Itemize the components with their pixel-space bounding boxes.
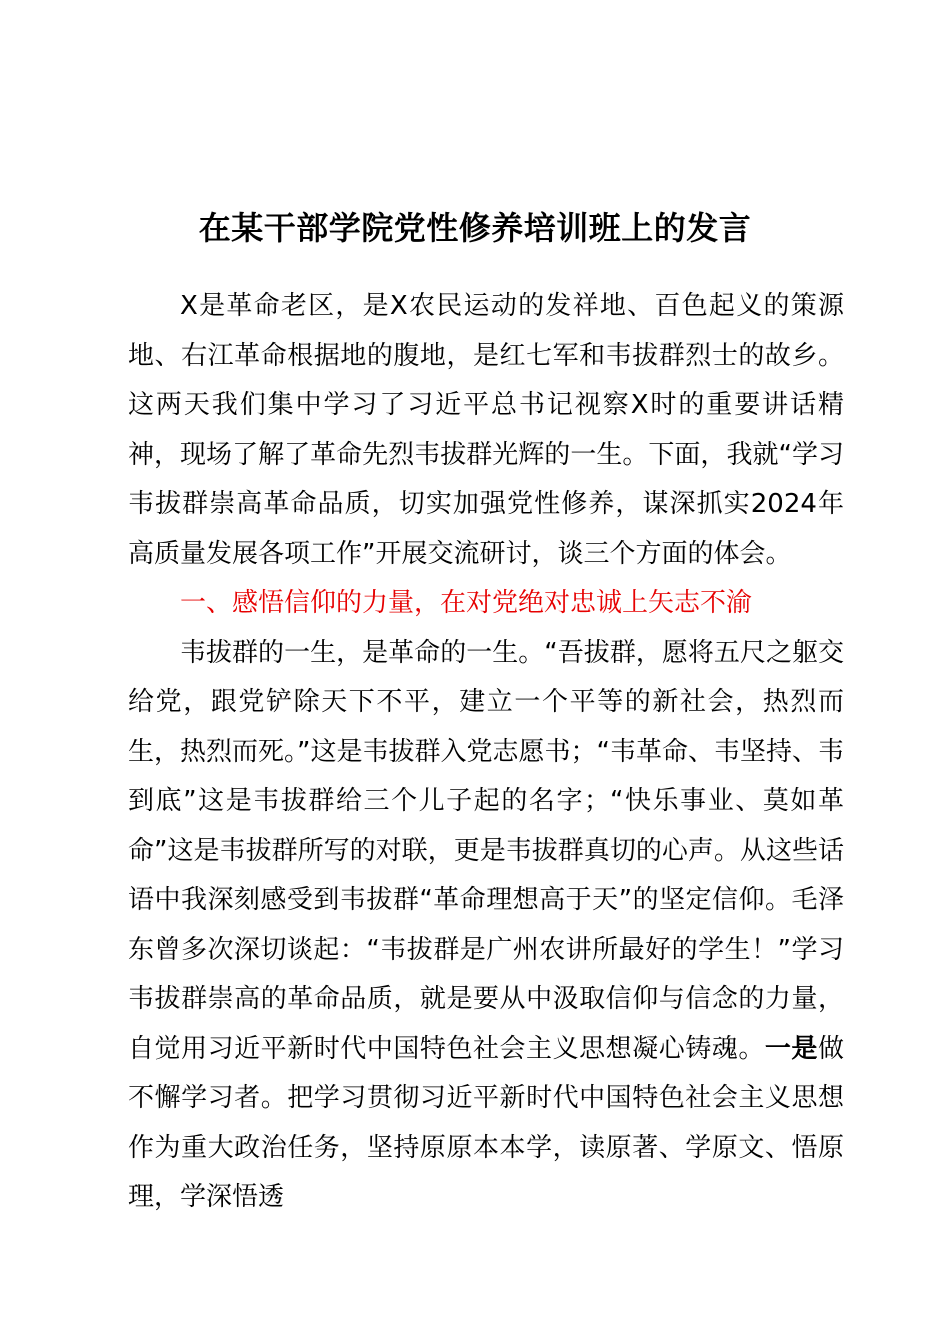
intro-paragraph: X是革命老区，是X农民运动的发祥地、百色起义的策源地、右江革命根据地的腹地，是红七军和韦拔群烈士的故乡。这两天我们集中学习了习近平总书记视察X时的重要讲话精神，现场了解了革命先烈韦拔群光辉的一生。下面，我就“学习韦拔群崇高革命品质，切实加强党性修养，谋深抓实2024年高质量发展各项工作”开展交流研讨，谈三个方面的体会。 [128, 291, 844, 569]
document-body [128, 282, 844, 1223]
document-title: 在某干部学院党性修养培训班上的发言 [198, 209, 752, 247]
section-heading-1: 一、感悟信仰的力量，在对党绝对忠诚上矢志不渝 [180, 588, 753, 618]
section-text-part-a: 韦拔群的一生，是革命的一生。“吾拔群，愿将五尺之躯交给党，跟党铲除天下不平，建立一个平等的新社会，热烈而生，热烈而死。”这是韦拔群入党志愿书；“韦革命、韦坚持、韦到底”这是韦拔群给三个儿子起的名字；“快乐事业、莫如革命”这是韦拔群所写的对联，更是韦拔群真切的心声。从这些话语中我深刻感受到韦拔群“革命理想高于天”的坚定信仰。毛泽东曾多次深切谈起：“韦拔群是广州农讲所最好的学生！”学习韦拔群崇高的革命品质，就是要从中汲取信仰与信念的力量，自觉用习近平新时代中国特色社会主义思想凝心铸魂。 [128, 637, 844, 1064]
bold-lead-text: 一是 [764, 1033, 818, 1064]
section-paragraph-1 [128, 629, 844, 1223]
section-text-part-b: 做不懈学习者。把学习贯彻习近平新时代中国特色社会主义思想作为重大政治任务，坚持原原本本学，读原著、学原文、悟原理，学深悟透 [128, 1033, 844, 1212]
